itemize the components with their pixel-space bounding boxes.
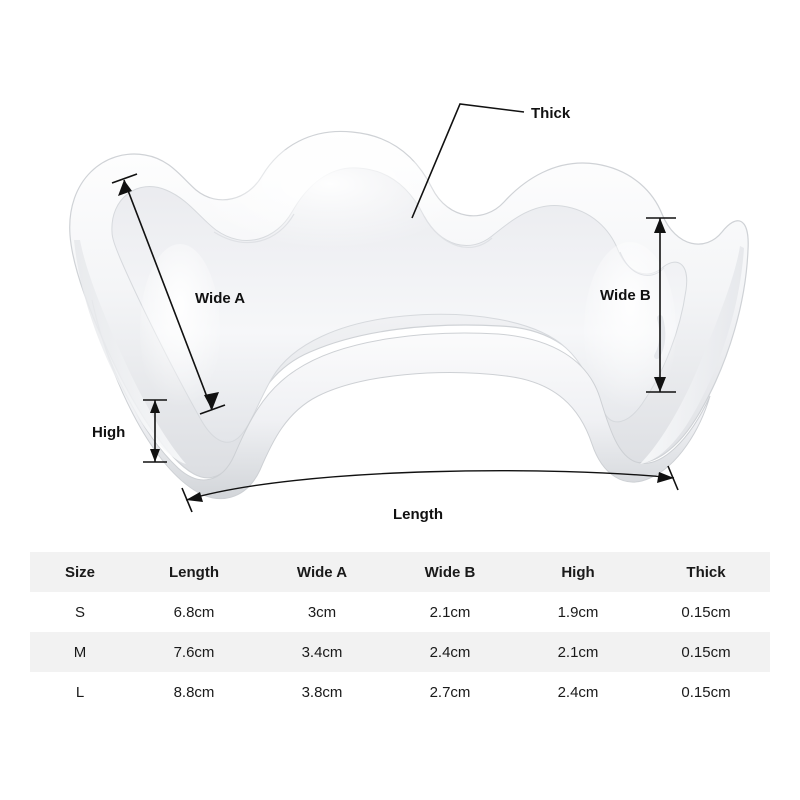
specification-table — [30, 552, 770, 712]
cell-wide-a-l: 3.8cm — [258, 672, 386, 712]
cell-high-m: 2.1cm — [514, 632, 642, 672]
cell-length-m: 7.6cm — [130, 632, 258, 672]
label-length: Length — [393, 506, 443, 523]
label-thick: Thick — [531, 105, 571, 122]
table-header-size: Size — [30, 552, 130, 592]
cell-wide-b-s: 2.1cm — [386, 592, 514, 632]
cell-wide-b-m: 2.4cm — [386, 632, 514, 672]
cell-length-s: 6.8cm — [130, 592, 258, 632]
cell-thick-m: 0.15cm — [642, 632, 770, 672]
cell-wide-b-l: 2.7cm — [386, 672, 514, 712]
table-row — [30, 592, 770, 632]
table-header-wide-b: Wide B — [386, 552, 514, 592]
cell-size-l: L — [30, 672, 130, 712]
cell-thick-s: 0.15cm — [642, 592, 770, 632]
cell-wide-a-s: 3cm — [258, 592, 386, 632]
table-header-row — [30, 552, 770, 592]
length-arrow-left — [186, 492, 203, 502]
cell-length-l: 8.8cm — [130, 672, 258, 712]
cell-high-l: 2.4cm — [514, 672, 642, 712]
product-illustration — [70, 131, 748, 498]
cell-size-s: S — [30, 592, 130, 632]
table-header-thick: Thick — [642, 552, 770, 592]
product-highlight-left — [140, 244, 220, 416]
cell-high-s: 1.9cm — [514, 592, 642, 632]
label-high: High — [92, 424, 126, 441]
cell-thick-l: 0.15cm — [642, 672, 770, 712]
table-header-high: High — [514, 552, 642, 592]
table-row — [30, 672, 770, 712]
label-wide-a: Wide A — [195, 290, 246, 307]
product-highlight-top — [210, 146, 450, 254]
length-line — [186, 471, 674, 500]
label-wide-b: Wide B — [600, 287, 651, 304]
table-row — [30, 632, 770, 672]
table-header-wide-a: Wide A — [258, 552, 386, 592]
cell-wide-a-m: 3.4cm — [258, 632, 386, 672]
cell-size-m: M — [30, 632, 130, 672]
table-header-length: Length — [130, 552, 258, 592]
